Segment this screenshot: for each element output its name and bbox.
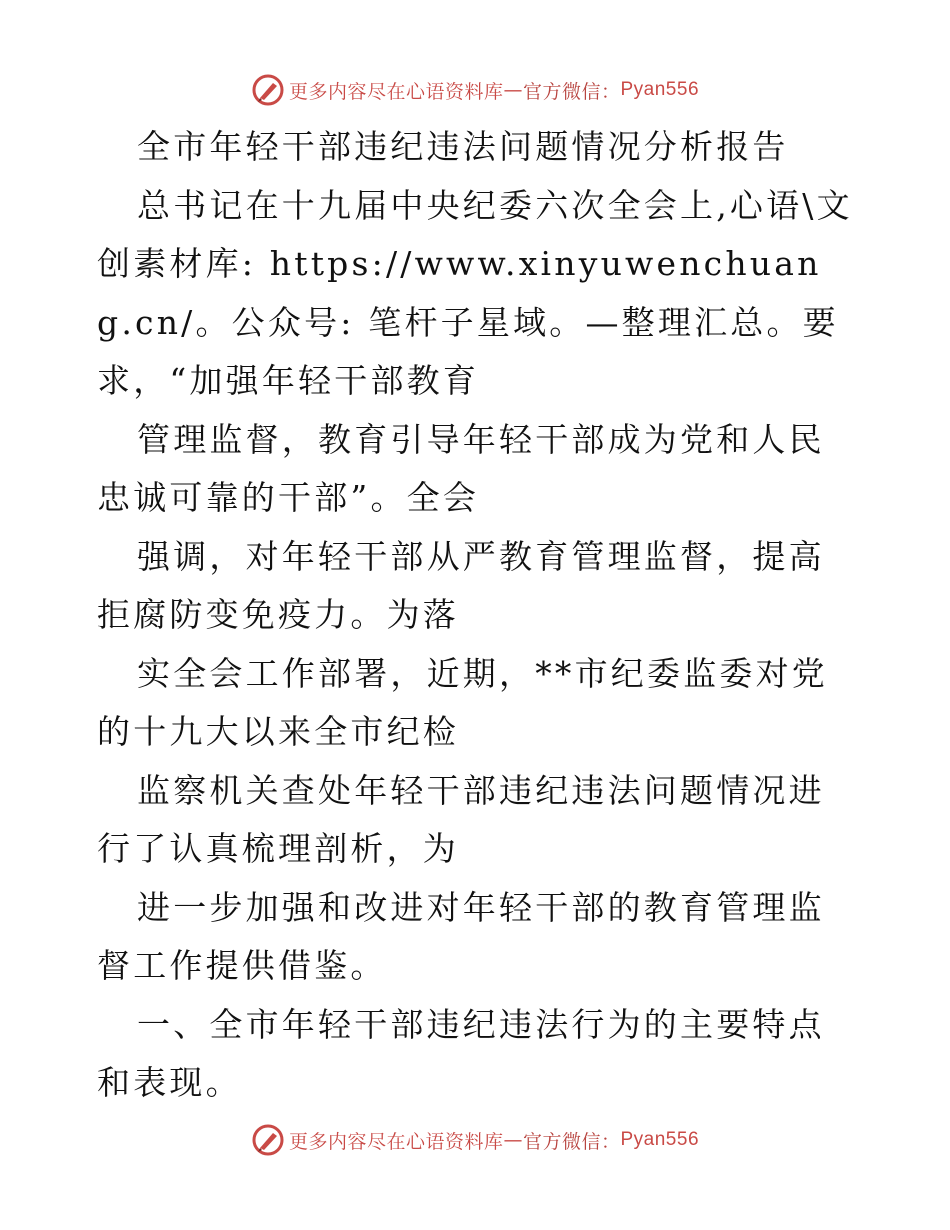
document-body [97, 118, 857, 1113]
footer-watermark [0, 1120, 950, 1160]
watermark-label: 官方微信： [522, 1130, 621, 1153]
paragraph-5: 监察机关查处年轻干部违纪违法问题情况进行了认真梳理剖析，为 [97, 770, 825, 868]
paragraph-6: 进一步加强和改进对年轻干部的教育管理监督工作提供借鉴。 [97, 887, 825, 985]
paragraph-3: 强调，对年轻干部从严教育管理监督，提高拒腐防变免疫力。为落 [97, 536, 825, 634]
section-heading-1: 一、全市年轻干部违纪违法行为的主要特点和表现。 [97, 1004, 825, 1102]
paragraph-2: 管理监督，教育引导年轻干部成为党和人民忠诚可靠的干部”。全会 [97, 419, 825, 517]
watermark-separator: — [503, 1129, 523, 1151]
watermark-text: 更多内容尽在心语资料库 [288, 80, 504, 103]
watermark-label: 官方微信： [522, 80, 621, 103]
paragraph-4: 实全会工作部署，近期，**市纪委监委对党的十九大以来全市纪检 [97, 653, 828, 751]
watermark-wechat-id: Pyan556 [620, 79, 700, 100]
header-watermark [0, 70, 950, 110]
watermark-separator: — [503, 79, 523, 101]
pen-logo-icon [251, 1123, 285, 1157]
watermark-wechat-id: Pyan556 [620, 1129, 700, 1150]
watermark-text: 更多内容尽在心语资料库 [288, 1130, 504, 1153]
document-title: 全市年轻干部违纪违法问题情况分析报告 [137, 127, 789, 166]
pen-logo-icon [251, 73, 285, 107]
paragraph-1: 总书记在十九届中央纪委六次全会上,心语\文创素材库: https://www.xinyuwenchuang.cn/。公众号: 笔杆子星域。—整理汇总。要求，“加强年轻干部教育 [97, 185, 853, 400]
